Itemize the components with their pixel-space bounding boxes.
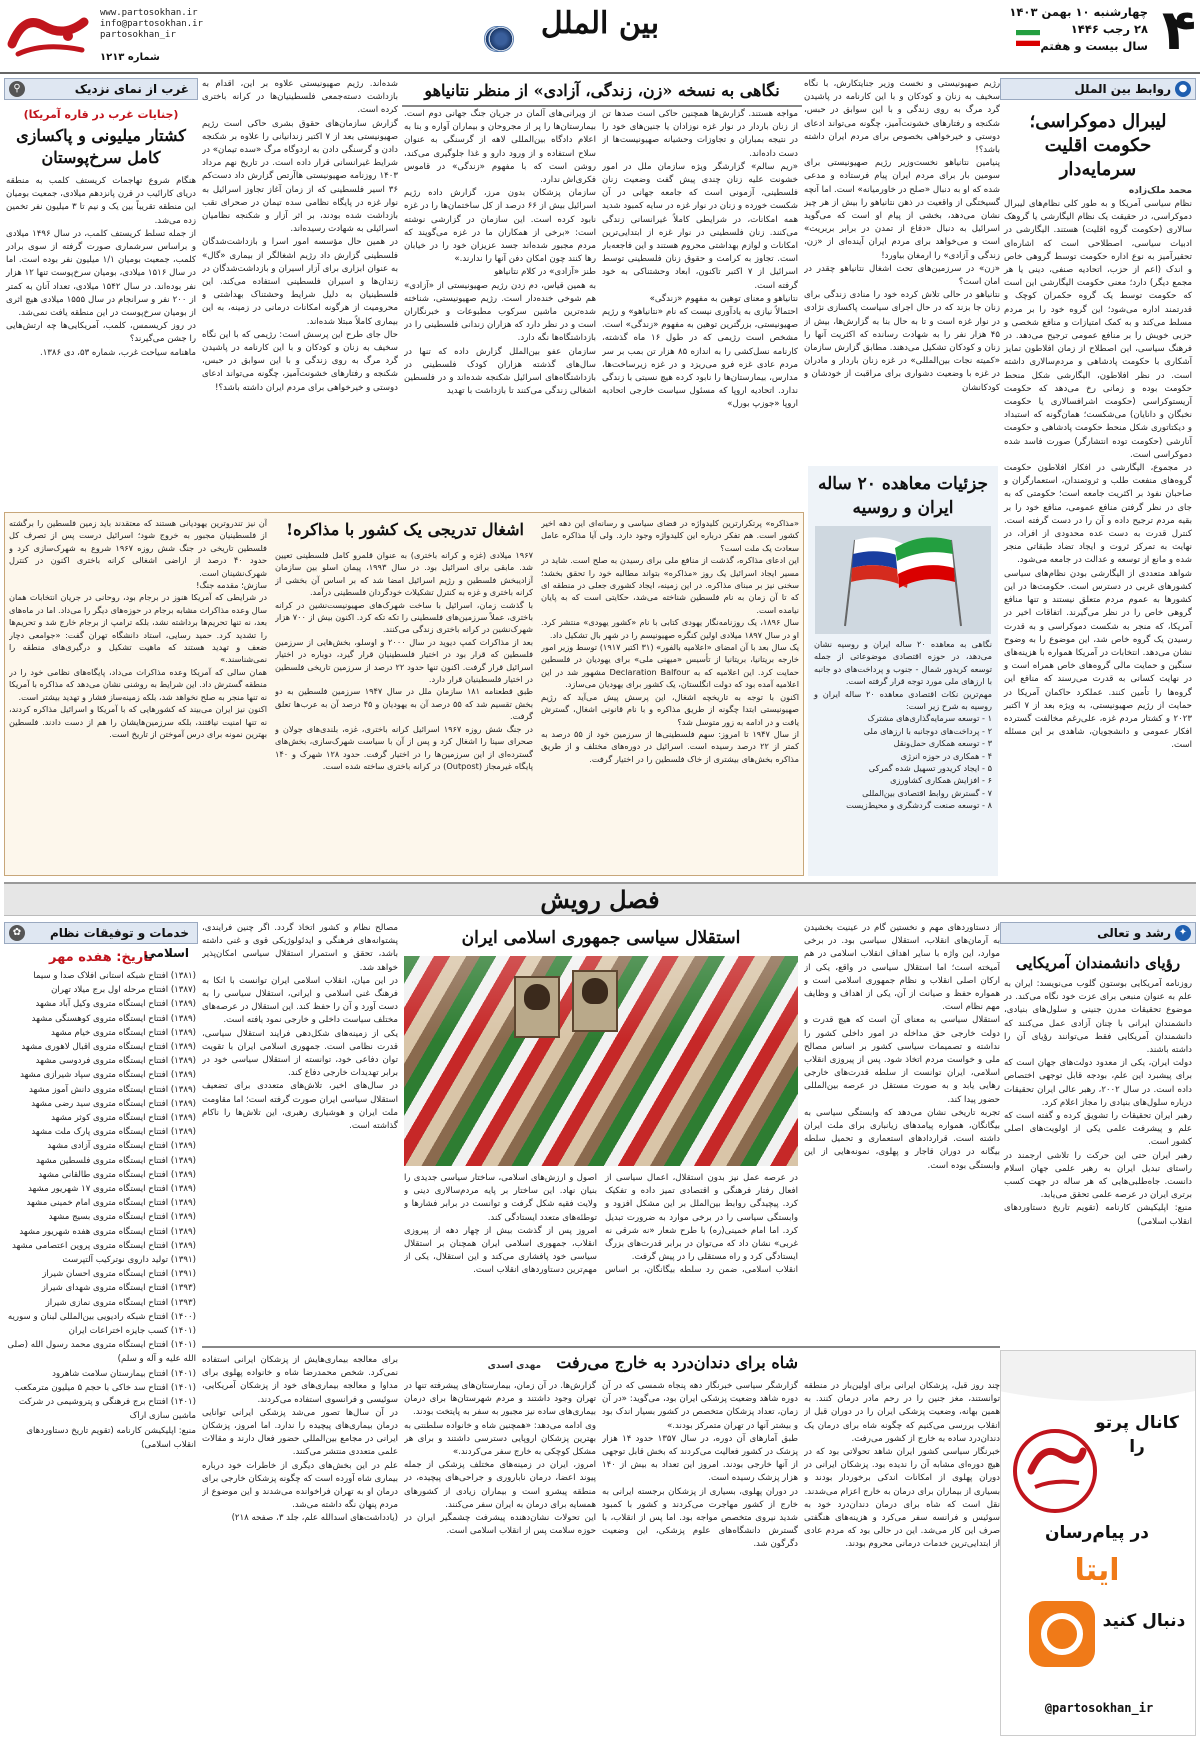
masthead	[0, 0, 1200, 74]
timeline-item: (۱۴۰۱) افتتاح برج فرهنگی و پتروشیمی در شرکت ماشین سازی اراک	[18, 1397, 196, 1422]
partosokhan-logo	[4, 4, 94, 68]
article-headline: استقلال سیاسی جمهوری اسلامی ایران	[461, 928, 741, 948]
eitaa-ad[interactable]	[1000, 1350, 1196, 1736]
timeline-item: (۱۳۹۳) افتتاح ایستگاه متروی شهدای شیراز	[41, 1283, 196, 1294]
article-col-4: برای معالجه بیماری‌هایش از پزشکان ایرانی استفاده نمی‌کرد. شخص محمدرضا شاه و خانواده پهلوی برای مداوا و معالجه بیماری‌های خود از پزشکان آمریکایی، سوئیسی و فرانسوی استفاده می‌کردند. در آن سال‌ها تصور می‌شد پزشکی ایرانی توانایی درمان بیماری‌های پیچیده را ندارد. اما امروز، پزشکان ایرانی در مجامع بین‌المللی حضور فعال دارند و مقالات علمی متعددی منتشر می‌کنند. علم در این بخش‌های دیگری از خاطرات خود درباره بیماری شاه آورده است که چگونه پزشکان خارجی برای درمان او به تهران فراخوانده می‌شدند و این موضوع از مردم پنهان نگه داشته می‌شد. (یادداشت‌های اسدالله علم، جلد ۳، صفحه ۲۱۸)	[202, 1355, 398, 1524]
timeline-item: (۱۳۸۹) افتتاح ایستگاه متروی بسیج مشهد	[48, 1212, 196, 1223]
article-col-4: شده‌اند. رژیم صهیونیستی علاوه بر این، اقدام به بازداشت دسته‌جمعی فلسطینیان‌ها در کرانه باختری کرده است. گزارش سازمان‌های حقوق بشری حاکی است رژیم صهیونیستی بعد از ۷ اکتبر زندانیانی را علاوه بر شکنجه دادن و گرسنگی دادن به اردوگاه مرگ «سده تیمان» در شرایط غیرانسانی قرار داده است. در تاریخ نهم مرداد ۱۴۰۳ روزنامه صهیونیستی هاآرتص گزارش داد دست‌کم ۳۶ اسیر فلسطینی که از زمان آغاز تجاوز اسرائیل به نوار غزه در پایگاه نظامی سده تیمان در صحرای نقب بازداشت شده بودند، بر اثر آزار و شکنجه نظامیان اسرائیلی به شهادت رسیده‌اند. در همین حال مؤسسه امور اسرا و بازداشت‌شدگان فلسطینی گزارش داد رژیم اشغالگر از بیماری «گال» به عنوان ابزاری برای آزار اسیران و بازداشت‌شدگان در زندان‌ها و اسیران فلسطینی استفاده می‌کند. این فلسطینیان به دلیل شرایط وحشتناک بهداشتی و محرومیت از هرگونه امکانات درمانی در زمینه، به این بیماری کاملاً مبتلا شده‌اند. حال جای طرح این پرسش است: رژیمی که با این نگاه سخیف به زنان و کودکان و با این کارنامه در پاشیدن گرد مرگ به روی زندگی و با این سوابق در حبس، شکنجه و رفتارهای خشونت‌آمیز، چگونه می‌تواند ادعای دوستی و خیرخواهی برای مردم ایران داشته باشد؟!	[202, 79, 398, 393]
netanyahu-article	[202, 78, 1000, 510]
timeline-heading: تاریخ: هفده مهر	[48, 950, 154, 965]
article-headline: جزئیات معاهده ۲۰ ساله ایران و روسیه	[818, 474, 988, 518]
left-rail-top	[4, 78, 198, 510]
article-headline: نگاهی به نسخه «زن، زندگی، آزادی» از منظر نتانیاهو	[402, 80, 802, 107]
timeline-item: (۱۳۹۳) افتتاح ایستگاه متروی نمازی شیراز	[45, 1297, 196, 1308]
ornament-icon	[488, 26, 514, 52]
timeline-item: (۱۳۸۹) افتتاح ایستگاه متروی امام خمینی مشهد	[26, 1198, 196, 1209]
website-link[interactable]: www.partosokhan.ir	[100, 8, 198, 18]
russia-iran-box	[808, 466, 998, 876]
timeline-item: (۱۴۰۱) کسب جایزه اختراعات ایران	[68, 1326, 196, 1337]
author: محمد ملک‌زاده	[1128, 186, 1192, 196]
timeline-item: (۱۳۸۹) افتتاح ایستگاه متروی اقبال لاهوری مشهد	[21, 1042, 196, 1053]
section-label: ⚲ غرب از نمای نزدیک	[4, 78, 198, 100]
gradual-occupation-article	[4, 512, 804, 876]
timeline-item: (۱۳۸۹) افتتاح ایستگاه متروی وکیل آباد مشهد	[35, 999, 196, 1010]
social-handle[interactable]: partosokhan_ir	[100, 30, 176, 40]
lightbulb-icon: ✦	[1175, 925, 1191, 941]
timeline-item: (۱۳۹۱) افتتاح ایستگاه متروی احسان شیراز	[42, 1269, 196, 1280]
fasl-rooyesh-banner	[4, 882, 1196, 916]
timeline-item: (۱۳۸۹) افتتاح ایستگاه متروی کوثر مشهد	[51, 1113, 196, 1124]
portrait-photo	[514, 976, 560, 1038]
ad-title-1: کانال پرتو را	[1095, 1413, 1179, 1457]
article-col-1: «مذاکره» پرتکرارترین کلیدواژه در فضای سیاسی و رسانه‌ای این دهه اخیر کشور است. هم تفکر درباره این کلیدواژه وجود دارد. ولی آیا مذاکره عامل سعادت یک ملت است؟ این ادعای مذاکره، گذشت از منافع ملی برای رسیدن به صلح است. شاید در مسیر ایجاد اسرائیل یک روز «مذاکره» بتواند مطالبه خود را تحقق بخشد؛ سخنی نیز بر مبنای مذاکره. در این زمینه، ایجاد کشوری جعلی در منطقه ای که تا آن زمان به نام فلسطین شناخته می‌شد، حکایتی است که به پایان نیامده است. سال ۱۸۹۶، یک روزنامه‌نگار یهودی کتابی با نام «کشور یهودی» منتشر کرد. او در سال ۱۸۹۷ میلادی اولین کنگره صهیونیسم را در شهر بال تشکیل داد. یک سال بعد با آن امضای «اعلامیه بالفور» (۳۱ اکتبر ۱۹۱۷) توسط وزیر امور خارجه بریتانیا، بریتانیا از تأسیس «میهنی ملی» برای یهودیان در فلسطین حمایت کرد. این اعلامیه که به Declaration Balfour مشهور شد در این اعلامیه آمده بود که دولت انگلستان، یک کشور برای یهودیان می‌سازد. اکنون با توجه به تاریخچه اشغال، این پرسش پیش می‌آید که رژیم صهیونیستی ابتدا چگونه از طریق مذاکره و با نام قانونی اشغال، گسترش یافت و در ادامه به زور متوسل شد؟ از سال ۱۹۴۷ تا امروز: سهم فلسطینی‌ها از سرزمین خود از ۵۵ درصد به کمتر از ۲۲ درصد رسیده است. اسرائیل در دوره‌های مختلف و از طریق مذاکره بخش‌های بیشتری از خاک فلسطین را در اختیار گرفت.	[541, 518, 799, 764]
article-headline: کشتار میلیونی و پاکسازی کامل سرخ‌پوستان	[16, 126, 186, 167]
timeline-item: (۱۴۰۱) افتتاح ایستگاه متروی محمد رسول الله (صلی الله علیه و آله و سلم)	[7, 1340, 196, 1365]
timeline-rail	[4, 922, 198, 1736]
issue-number: شماره ۱۲۱۳	[100, 52, 160, 63]
timeline-item: (۱۳۸۹) افتتاح ایستگاه متروی طالقانی مشهد	[38, 1169, 196, 1180]
political-independence-article	[202, 922, 1000, 1342]
article-col-3: از ویرانی‌های آلمان در جریان جنگ جهانی دوم است. بیمارستان‌ها را پر از مجروحان و بیماران آواره و بنا به اعلام دادگاه بین‌المللی لاهه از گرسنگی به عنوان سلاح استفاده و از ورود دارو و غذا جلوگیری می‌کند، روشن است که با مفهوم «زندگی» در قاموس فکری‌اش ندارد. سازمان پزشکان بدون مرز، گزارش داده رژیم اسرائیل بیش از ۶۶ درصد از کل ساختمان‌ها را در غزه نابود کرده است. این سازمان در گزارشی نوشته است: «برخی از همکاران ما در غزه می‌گویند که مردم مجبور شده‌اند جسد عزیزان خود را در خیابان رها کنند چون امکان دفن آنها را ندارند.» طنز «آزادی» در کلام نتانیاهو به همین قیاس، دم زدن رژیم صهیونیستی از «آزادی» هم شوخی خنده‌دار است. رژیم صهیونیستی، شناخته شده‌ترین ماشین سرکوب مطبوعات و خبرنگاران است و در نظر دارد که هزاران زندانی فلسطینی را در بازداشتگاه‌ها نگه دارد. سازمان عفو بین‌الملل گزارش داده که تنها در سال‌های گذشته هزاران کودک فلسطینی در بازداشتگاه‌های اسرائیل شکنجه شده‌اند و در فلسطین اشغالی زندگی می‌کنند تا بازداشت با تهدید	[404, 109, 596, 397]
magnifier-icon: ⚲	[9, 81, 25, 97]
author: مهدی اسدی	[487, 1361, 542, 1371]
page-number: ۴	[1161, 0, 1196, 63]
article-body: روزنامه آمریکایی بوستون گلوب می‌نویسد: ایران به علم به عنوان منبعی برای عزت خود نگاه می‌کند. در موضوع تحقیقات مدرن جنینی و سلول‌های بنیادی، دانشمندان ایرانی با چنان آزادی عمل می‌کنند که دانشمندان آمریکایی فقط می‌توانند رؤیای آن را داشته باشند. دولت ایران، یکی از معدود دولت‌های جهان است که برای پیشبرد این علم، بودجه قابل توجهی اختصاص داده است. در سال ۲۰۰۲، رهبر عالی ایران تحقیقات درباره سلول‌های بنیادی را مجاز اعلام کرد. رهبر ایران تحقیقات را تشویق کرده و گفته است که علم و پیشرفت علمی یکی از اولویت‌های اصلی کشور است. رهبر ایران حتی این حرکت را تلاشی ارجمند در راستای تبدیل ایران به رهبر علمی جهان اسلام دانست. جاه‌طلبی‌هایی که هر ساله در جهت کسب برتری ایران در عرصه علمی تحقق می‌یابد. منبع: اپلیکیشن کارنامه (تقویم تاریخ دستاوردهای انقلاب اسلامی)	[1004, 979, 1192, 1227]
ad-handle[interactable]: @partosokhan_ir	[1044, 1701, 1154, 1715]
timeline-item: (۱۳۸۹) افتتاح ایستگاه متروی فردوسی مشهد	[35, 1056, 196, 1067]
article-heading-row	[402, 1352, 798, 1374]
article-col-3: آن نیز تندروترین یهودیانی هستند که معتقدند باید زمین فلسطین را برگشته از فلسطینیان مجبور به خروج شود؛ اسرائیل درست پس از تصرف کل فلسطین تاریخی در جنگ شش روزه ۱۹۶۷ شروع به شهرک‌سازی کرد و حدود ۴۰ درصد از اراضی اشغالی کرانه باختری اکنون در کنترل شهرک‌نشینان است. سازش؛ مقدمه جنگ! در شرایطی که آمریکا هنوز در برجام بود، روحانی در جریان انتخابات همان سال وعده مذاکرات مشابه برجام در حوزه‌های دیگر را می‌داد. اما در ماه‌های بعد، نه تنها تحریم‌ها برداشته نشد، بلکه ترامپ از برجام خارج شد و تحریم‌ها را تشدید کرد. حمید رسایی، استاد دانشگاه تهران گفت: «جوامعی دچار ضعف و تهدید هستند که ماهیت تشکیل و درگیری‌های منطقه را نمی‌شناسند.» همان سالی که آمریکا وعده مذاکرات می‌داد، پایگاه‌های نظامی خود را در منطقه گسترش داد. این شرایط به روشنی نشان می‌دهد که مذاکره با آمریکا نه تنها منجر به صلح نخواهد شد، بلکه زمینه‌ساز فشار و تهدید بیشتر است. اکنون نیز ایران می‌بیند که کشورهایی که با آمریکا و اسرائیل مذاکره کردند، نه تنها امنیت نیافتند، بلکه سرزمین‌هایشان را هم از دست دادند. فلسطین بهترین نمونه برای درس آموختن از تاریخ است.	[9, 518, 267, 739]
timeline-item: منبع: اپلیکیشن کارنامه (تقویم تاریخ دستاوردهای انقلاب اسلامی)	[26, 1425, 196, 1450]
section-label: ● روابط بین الملل	[1000, 78, 1196, 100]
timeline-item: (۱۳۹۱) تولید داروی نوترکیب آلتپرست	[62, 1255, 196, 1266]
article-body: نظام سیاسی آمریکا و به طور کلی نظام‌های لیبرال دموکراسی، در حقیقت یک نظام الیگارشی یا گروهک سالاری (حکومت گروه اقلیت) هستند. الیگارشی در ادبیات سیاسی، اصطلاحی است که اشاره‌ای تحقیرآمیز به نوع اداره حکومت توسط گروهی خاص و اندک (اعم از حزب، اتحادیه صنفی، دینی یا هر مجمع دیگر) دارد؛ معنی حکومت الیگارشی این است که حکومت توسط یک گروه حکمران کوچک و قدرتمند اداره می‌شود؛ این گروه خود را بر مردم مسلط می‌کند و به کمک امتیازات و منافع شخصی و حزبی خویش را بر منافع عمومی ترجیح می‌دهد. در فرهنگ سیاسی، این اصطلاح از زمان افلاطون تمایز آشکاری با حکومت پادشاهی و مردم‌سالاری داشته است. در نظر افلاطون، الیگارشی شکل منحط حکومت بوده و زمانی رخ می‌دهد که حکومت آریستوکراسی (حکومت اشرافسالاری یا حکومت نخبگان و دانایان) می‌شکست؛ همان‌گونه که استبداد و دیکتاتوری شکل منحط حکومت پادشاهی و حکومت آنارشی (حکومت توده انتشارگر) صورت فاسد شده دموکراسی است. در مجموع، الیگارشی در افکار افلاطون حکومت گروه‌های منفعت طلب و ثروتمندان، استعمارگران و صاحبان نفوذ بر اکثریت جامعه است؛ حکومتی که به جای در نظر گرفتن منافع عمومی، منافع خود را بر بقیه مردم ترجیح داده و آن را در دست گرفته است. کنترل قدرت به دست عده محدودی از افراد، در نهایت به تمرکز ثروت و ایجاد تضاد طبقاتی منجر شده و مانع از توسعه و عدالت در جامعه می‌شود. شواهد متعددی از الیگارشی بودن نظام‌های سیاسی کشورهای غربی در دسترس است. حکومت‌ها در این کشورها به عموم مردم متعلق نیستند و تنها منافع گروهی خاص را در نظر می‌گیرند. اتفاقات اخیر در آمریکا، که منجر به شکست دموکراسی و به قدرت رسیدن یک گروه خاص شد، این موضوع را به وضوح نشان می‌دهد. انتخابات در آمریکا همواره با هزینه‌های سنگین و حمایت مالی گروه‌های خاص همراه است و در نهایت کسانی به قدرت می‌رسند که منافع این گروه‌ها را تأمین کنند. عملکرد حاکمان آمریکا در حمایت از رژیم صهیونیستی، به ویژه بعد از ۷ اکتبر ۲۰۲۳ و کشتار مردم غزه، علی‌رغم مخالفت گسترده افکار عمومی و دانشجویان، شاهدی بر این مسئله است.	[1004, 199, 1192, 751]
article-col-2: در عرصه عمل نیز بدون استقلال، اعمال سیاسی از افعال رفتار فرهنگی و اقتصادی تمیز داده و تفکیک کرد. پیچیدگی روابط بین‌الملل بر این مشکل افزود و وابستگی سیاسی را در برخی موارد به ضرورت تبدیل کرد. اما امام خمینی(ره) با طرح شعار «نه شرقی نه غربی» نشان داد که می‌توان در برابر قدرت‌های بزرگ ایستادگی کرد و راه مستقلی را در پیش گرفت. انقلاب اسلامی، ضمن رد سلطه بیگانگان، بر اساس اصول و ارزش‌های اسلامی، ساختار سیاسی جدیدی را بنیان نهاد. این ساختار بر پایه مردم‌سالاری دینی و ولایت فقیه شکل گرفت و توانست در برابر فشارها و توطئه‌های متعدد ایستادگی کند. امروز پس از گذشت بیش از چهار دهه از پیروزی انقلاب، جمهوری اسلامی ایران همچنان بر استقلال سیاسی خود پافشاری می‌کند و این استقلال، یکی از مهم‌ترین دستاوردهای انقلاب است.	[404, 1173, 798, 1276]
timeline-item: (۱۳۸۹) افتتاح ایستگاه متروی دانش آموز مشهد	[28, 1084, 196, 1095]
article-col-3: گزارش‌ها. در آن زمان، بیمارستان‌های پیشرفته تنها در تهران وجود داشتند و مردم شهرستان‌ها برای درمان بیماری‌های ساده نیز مجبور به سفر به پایتخت بودند. وی ادامه می‌دهد: «همچنین شاه و خانواده سلطنتی به بهترین پزشکان اروپایی دسترسی داشتند و برای هر مشکل کوچکی به خارج سفر می‌کردند.» امروز، ایران در زمینه‌های مختلف پزشکی از جمله پیوند اعضا، درمان ناباروری و جراحی‌های پیچیده، در منطقه پیشرو است و بیماران زیادی از کشورهای همسایه برای درمان به ایران سفر می‌کنند. این تحولات نشان‌دهنده پیشرفت چشمگیر ایران در حوزه سلامت پس از انقلاب اسلامی است.	[404, 1381, 596, 1537]
timeline-item: (۱۳۸۹) افتتاح ایستگاه متروی پروین اعتصامی مشهد	[11, 1240, 196, 1251]
article-col-2: گزارشگر سیاسی خبرنگار دهه پنجاه شمسی که در آن دوره شاهد وضعیت پزشکی ایران بود، می‌گوید: «در آن زمان، تعداد پزشکان متخصص در کشور بسیار اندک بود و بیشتر آنها در تهران متمرکز بودند.» طبق آمارهای آن دوره، در سال ۱۳۵۷ حدود ۱۴ هزار پزشک در کشور فعالیت می‌کردند که بخش قابل توجهی از آنها خارجی بودند. امروز این تعداد به بیش از ۱۴۰ هزار پزشک رسیده است. در دوران پهلوی، بسیاری از پزشکان برجسته ایرانی به خارج از کشور مهاجرت می‌کردند و کشور با کمبود شدید نیروی متخصص مواجه بود. اما پس از انقلاب، با گسترش دانشگاه‌های علوم پزشکی، این وضعیت دگرگون شد.	[602, 1381, 798, 1550]
article-body: نگاهی به معاهده ۲۰ ساله ایران و روسیه نشان می‌دهد، در حوزه اقتصادی موضوعاتی از جمله توسعه کریدور شمال - جنوب و پرداخت‌های دو جانبه با ارزهای ملی مورد توجه قرار گرفته است. مهم‌ترین نکات اقتصادی معاهده ۲۰ ساله ایران و روسیه به شرح زیر است: ۱ - توسعه سرمایه‌گذاری‌های مشترک ۲ - پرداخت‌های دوجانبه با ارزهای ملی ۳ - توسعه همکاری حمل‌ونقل ۴ - همکاری در حوزه انرژی ۵ - ایجاد کریدور تسهیل شده گمرکی ۶ - افزایش همکاری کشاورزی ۷ - گسترش روابط اقتصادی بین‌المللی ۸ - توسعه صنعت گردشگری و محیط‌زیست	[814, 639, 993, 811]
kicker: (جنایات غرب در قاره آمریکا)	[23, 108, 179, 121]
date-persian: چهارشنبه ۱۰ بهمن ۱۴۰۳	[1009, 5, 1148, 19]
section-label: ✿ خدمات و توفیقات نظام اسلامی	[4, 922, 198, 944]
timeline-list	[4, 969, 198, 1452]
timeline-item: (۱۳۸۹) افتتاح ایستگاه متروی هفده شهریور مشهد	[19, 1226, 196, 1237]
timeline-item: (۱۴۰۱) افتتاح بیمارستان سلامت شاهرود	[52, 1368, 196, 1379]
section-title: بین الملل	[540, 6, 660, 41]
banner-title: فصل رویش	[540, 885, 660, 914]
timeline-item: (۱۳۸۱) افتتاح شبکه استانی افلاک صدا و سیما	[33, 971, 196, 981]
year-label: سال بیست و هفتم	[1040, 39, 1148, 53]
ad-title-3: دنبال کنید	[1102, 1611, 1186, 1631]
article-headline: لیبرال دموکراسی؛ حکومت اقلیت سرمایه‌دار	[1029, 111, 1167, 180]
article-col-2: مواجه هستند. گزارش‌ها همچنین حاکی است صدها تن از زنان باردار در نوار غزه نوزادان یا جنین‌های خود را در نتیجه بمباران و تجاوزات وحشیانه صهیونیست‌ها از دست داده‌اند. «ریم سالم» گزارشگر ویژه سازمان ملل در امور خشونت علیه زنان چندی پیش گفت وضعیت زنان فلسطینی، آزمونی است که جامعه جهانی در آن شکست خورده و زنان در نوار غزه در سایه کمبود شدید همه امکانات، در شرایطی کاملاً غیرانسانی زندگی می‌کنند. زنان فلسطینی در نوار غزه از ابتدایی‌ترین امکانات و لوازم بهداشتی محروم هستند و این فاجعه‌بار است. تجاوز به کرامت و حقوق زنان فلسطینی توسط اسرائیل از ۷ اکتبر تاکنون، ابعاد وحشتناکی به خود گرفته است. نتانیاهو و معنای توهین به مفهوم «زندگی» احتمالاً نیازی به یادآوری نیست که نام «نتانیاهو» و رژیم صهیونیستی، بزرگترین توهین به مفهوم «زندگی» است. مشخص است رژیمی که در طول ۱۶ ماه گذشته، کارنامه نسل‌کشی را به اندازه ۸۵ هزار تن بمب بر سر مردم عادی غزه فرو می‌ریزد و در غزه زیرساخت‌ها، مدارس، بیمارستان‌ها را نابود کرده هیچ نسبتی با زندگی ندارد. اتحادیه اروپا که مسئول سیاست خارجی اتحادیه اروپا «جوزپ بورل»	[602, 109, 798, 410]
timeline-item: (۱۳۸۹) افتتاح ایستگاه متروی سپاد شیرازی مشهد	[20, 1070, 196, 1081]
article-headline: رؤیای دانشمندان آمریکایی	[1015, 954, 1181, 972]
globe-icon: ●	[1175, 81, 1191, 97]
article-col-2: ۱۹۶۷ میلادی (غزه و کرانه باختری) به عنوان قلمرو کامل فلسطینی تعیین شد. مابقی برای اسرائیل بود. در سال ۱۹۹۳، پیمان اسلو بین سازمان آزادیبخش فلسطین و رژیم اسرائیل امضا شد که بر اساس آن بخشی از کرانه باختری و غزه به کنترل تشکیلات خودگردان فلسطینی درآمد. با گذشت زمان، اسرائیل با ساخت شهرک‌های صهیونیست‌نشین در کرانه باختری، عملاً سرزمین‌های فلسطینی را تکه تکه کرد. اکنون بیش از ۷۰۰ هزار شهرک‌نشین در کرانه باختری زندگی می‌کنند. بعد از مذاکرات کمپ دیوید در سال ۲۰۰۰ و اوسلو، بخش‌هایی از سرزمین فلسطین که قرار بود در اختیار فلسطینیان قرار گیرد، دوباره در اختیار اسرائیل قرار گرفت. اکنون تنها حدود ۲۲ درصد از سرزمین تاریخی فلسطین در اختیار فلسطینیان قرار دارد. طبق قطعنامه ۱۸۱ سازمان ملل در سال ۱۹۴۷ سرزمین فلسطین به دو بخش تقسیم شد که ۵۵ درصد آن به یهودیان و ۴۵ درصد آن به عرب‌ها تعلق گرفت. در جنگ شش روزه ۱۹۶۷ اسرائیل کرانه باختری، غزه، بلندی‌های جولان و صحرای سینا را اشغال کرد و پس از آن با سیاست شهرک‌سازی، بخش‌های گسترده‌ای از این سرزمین‌ها را در اختیار گرفت. حدود ۱۲۸ شهرک و ۱۴۰ پایگاه غیرمجاز (Outpost) در کرانه باختری ساخته شده است.	[275, 550, 533, 771]
timeline-item: (۱۳۸۹) افتتاح ایستگاه متروی ۱۷ شهریور مشهد	[27, 1184, 196, 1195]
timeline-item: (۱۴۰۰) افتتاح شبکه رادیویی بین‌المللی لبنان و سوریه	[7, 1311, 196, 1322]
article-body: هنگام شروع تهاجمات کریستف کلمب به منطقه دریای کارائیب در قرن پانزدهم میلادی، جمعیت بومیان این منطقه تقریباً بین یک و نیم تا ۳ میلیون نفر تخمین زده می‌شد. از جمله تسلط کریستف کلمب، در سال ۱۴۹۶ میلادی و براساس سرشماری صورت گرفته از سوی برادر کلمب، جمعیت بومیان ۱/۱ میلیون نفر بوده است. اما در سال ۱۵۱۶ میلادی، بومیان سرخ‌پوست تنها ۱۲ هزار نفر بوده‌اند. در سال ۱۵۴۲ میلادی، تعداد آنان به کمتر از ۲۰۰ نفر و سرانجام در سال ۱۵۵۵ میلادی هیچ اثری از بومیان سرخ‌پوست در این منطقه یافت نمی‌شد. در روز کریسمس، کلمب، آمریکایی‌ها چه ارتش‌هایی را جشن می‌گیرند؟ ماهنامه سیاحت غرب، شماره ۵۳، دی ۱۳۸۶.	[6, 176, 197, 358]
ad-app-name: ایتا	[1074, 1553, 1120, 1588]
timeline-item: (۱۳۸۹) افتتاح ایستگاه متروی سید رضی مشهد	[31, 1098, 196, 1109]
iran-flag-icon	[1016, 30, 1040, 46]
dentist-article	[202, 1346, 1000, 1736]
right-rail-bottom	[1000, 922, 1196, 1342]
right-rail-top	[1000, 78, 1196, 868]
timeline-item: (۱۳۸۹) افتتاح ایستگاه متروی پارک ملت مشهد	[31, 1127, 196, 1138]
timeline-item: (۱۳۸۷) افتتاح مرحله اول برج میلاد تهران	[51, 985, 196, 996]
article-col-1: چند روز قبل، پزشکان ایرانی برای اولین‌بار در منطقه توانستند، مغز جنین را در رحم مادر درمان کنند. به همین بهانه، وضعیت پزشکی ایران را در دوران قبل از انقلاب بررسی می‌کنیم که چگونه شاه برای درمان یک دندان‌درد ساده به خارج از کشور می‌رفت. خبرنگار سیاسی کشور ایران شاهد تحولاتی بود که در هیچ دوره‌ای مشابه آن را ندیده بود. پزشکان ایرانی در دوران پهلوی از امکانات اندکی برخوردار بودند و بسیاری از بیماران برای درمان به خارج اعزام می‌شدند. نقل است که شاه برای درمان دندان‌درد خود به سوئیس و فرانسه سفر می‌کرد و هزینه‌های هنگفتی صرف این کار می‌شد. این در حالی بود که مردم عادی از ابتدایی‌ترین خدمات درمانی محروم بودند.	[804, 1381, 1000, 1550]
article-headline: اشغال تدریجی یک کشور با مذاکره!	[286, 520, 524, 539]
article-col-3: مصالح نظام و کشور اتخاذ گردد. اگر چنین فرایندی، پشتوانه‌های فرهنگی و ایدئولوژیکی قوی و غنی داشته باشد، تحقق و استمرار استقلال سیاسی امکان‌پذیر خواهد شد. در این میان، انقلاب اسلامی ایران توانست با اتکا به فرهنگ غنی اسلامی و ایرانی، استقلال سیاسی را به دست آورد و آن را حفظ کند. این استقلال در عرصه‌های مختلف سیاست داخلی و خارجی نمود یافته است. یکی از زمینه‌های شکل‌دهی فرایند استقلال سیاسی، قدرت نظامی است. جمهوری اسلامی ایران با تقویت توان دفاعی خود، توانسته از استقلال سیاسی خود در برابر تهدیدات خارجی دفاع کند. در سال‌های اخیر، تلاش‌های متعددی برای تضعیف استقلال سیاسی ایران صورت گرفته است؛ اما مقاومت ملت ایران و هوشیاری رهبری، این تلاش‌ها را ناکام گذاشته است.	[202, 923, 398, 1132]
flags-photo	[815, 526, 991, 634]
date-hijri: ۲۸ رجب ۱۴۴۶	[1070, 22, 1148, 36]
email-link[interactable]: info@partosokhan.ir	[100, 19, 203, 29]
portrait-photo	[572, 970, 618, 1032]
section-label: ✦ رشد و تعالی	[1000, 922, 1196, 944]
timeline-item: (۱۳۸۹) افتتاح ایستگاه متروی کوهسنگی مشهد	[31, 1013, 196, 1024]
ad-title-2: در پیام‌رسان	[1045, 1523, 1149, 1543]
timeline-item: (۱۳۸۹) افتتاح ایستگاه متروی فلسطین مشهد	[36, 1155, 196, 1166]
timeline-item: (۱۴۰۱) افتتاح سد خاکی با حجم ۵ میلیون مترمکعب	[14, 1382, 196, 1393]
article-col-1: رژیم صهیونیستی و نخست وزیر جنایتکارش، با نگاه سخیف به زنان و کودکان و با این کارنامه در پاشیدن گرد مرگ به روی زندگی و با این سوابق در حبس، شکنجه و رفتارهای خشونت‌آمیز، چگونه می‌تواند ادعای دوستی و خیرخواهی بخصوص برای مردم ایران داشته باشد؟! پنیامین نتانیاهو نخست‌وزیر رژیم صهیونیستی برای سومین بار برای مردم ایران پیام فرستاده و مدعی شده که او به دنبال «صلح در خاورمیانه» است. اما آنچه گسیختگی از واقعیت در ذهن نتانیاهو را بیش از هر چیز نشان می‌دهد، بخشی از پیام او است که می‌گوید اسرائیل به دنبال «دفاع از تمدن در برابر بربریت» است و می‌خواهد برای مردم ایران آینده‌ای از «زن، زندگی و آزادی» را ارمغان بیاورد! «زن» در سرزمین‌های تحت اشغال نتانیاهو چقدر در امان است؟ نتانیاهو در حالی تلاش کرده خود را منادی زندگی برای زنان جا بزند که در حال اجرای سیاست پاکسازی نژادی در نوار غزه است و تا به حال بنا به گزارش‌ها، بیش از ۴۵ هزار نفر را به شهادت رسانده که اکثریت آنها را زنان و کودکان تشکیل می‌دهند. مطابق گزارش سازمان «کمیته نجات بین‌المللی» در غزه زنان باردار و مادران در غزه با وضعیت دشواری برای مراقبت از خودشان و کودکانشان	[804, 79, 1000, 393]
contact-info	[100, 8, 203, 41]
crowd-photo	[404, 956, 798, 1166]
timeline-item: (۱۳۸۹) افتتاح ایستگاه متروی آزادی مشهد	[47, 1141, 196, 1152]
article-headline: شاه برای دندان‌درد به خارج می‌رفت	[556, 1353, 798, 1372]
article-col-1: از دستاوردهای مهم و نخستین گام در عینیت بخشیدن به آرمان‌های انقلاب، استقلال سیاسی بود. در برخی موارد، این واژه با سایر اهداف انقلاب اسلامی در هم آمیخته است؛ اما استقلال سیاسی در واقع، یکی از ارکان اصلی انقلاب و نظام جمهوری اسلامی است و همواره حفظ و صیانت از آن، یکی از اهداف و وظایف مهم نظام است. استقلال سیاسی به معنای آن است که هیچ قدرت و دولت خارجی حق مداخله در امور داخلی کشور را نداشته و تصمیمات سیاسی کشور بر اساس مصالح ملی و خواست مردم اتخاذ شود. پس از پیروزی انقلاب اسلامی، ایران توانست از سلطه قدرت‌های خارجی رهایی یابد و به صورت مستقل در عرصه بین‌المللی حضور پیدا کند. تجربه تاریخی نشان می‌دهد که وابستگی سیاسی به بیگانگان، همواره پیامدهای زیانباری برای ملت ایران داشته است. قرارداد‌های استعماری و تحمیل سلطه بیگانه در دوران قاجار و پهلوی، نمونه‌هایی از این وابستگی بوده است.	[804, 923, 1000, 1171]
timeline-item: (۱۳۸۹) افتتاح ایستگاه متروی خیام مشهد	[51, 1027, 196, 1038]
emblem-icon: ✿	[9, 925, 25, 941]
